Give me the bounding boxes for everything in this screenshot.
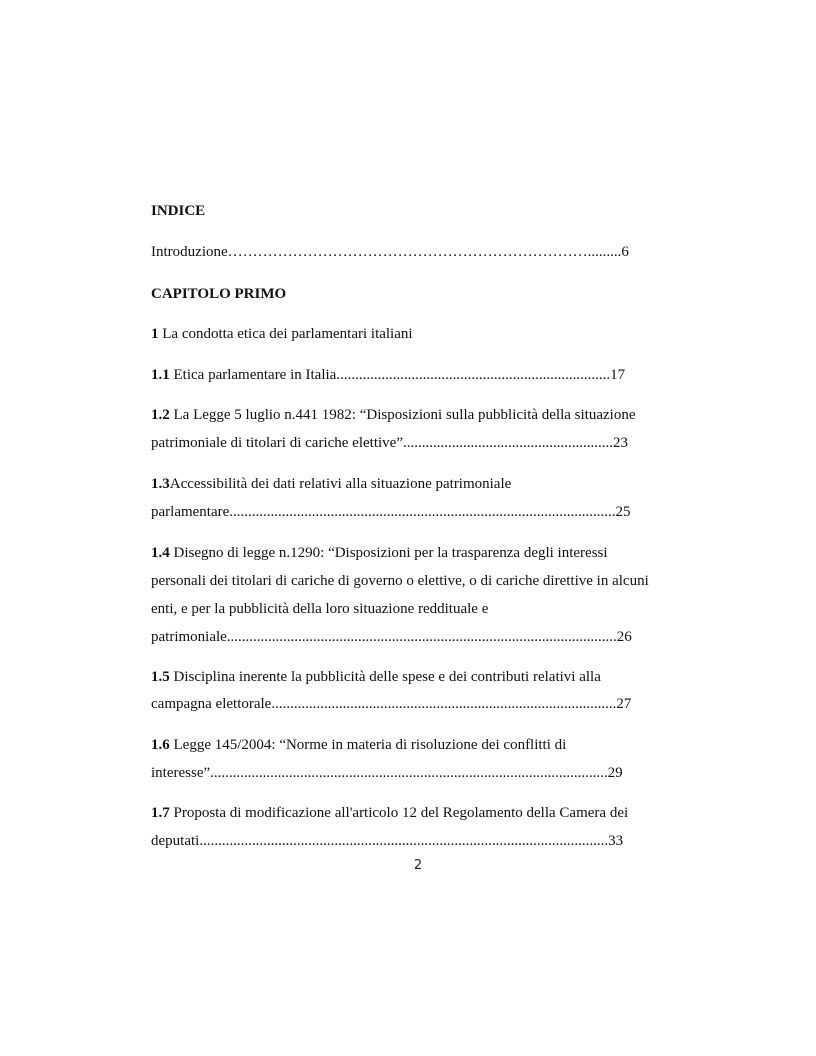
toc-entry-1-4 (151, 546, 608, 561)
toc-entry-1 (151, 327, 413, 342)
toc-entry-text: La Legge 5 luglio n.441 1982: “Disposizioni sulla pubblicità della situazione (173, 407, 636, 423)
toc-entry-1-4-line-2: personali dei titolari di cariche di governo o elettive, o di cariche direttive in alcuni (151, 573, 649, 589)
toc-entry-text: Disegno di legge n.1290: “Disposizioni per la trasparenza degli interessi (173, 545, 608, 561)
toc-introduction: Introduzione……………………………………………………………….........6 (151, 244, 629, 260)
toc-entry-1-2-line-2: patrimoniale di titolari di cariche elettive”........................................................23 (151, 435, 628, 451)
toc-entry-text: Accessibilità dei dati relativi alla situazione patrimoniale (169, 476, 512, 492)
toc-entry-1-3-line-2: parlamentare.......................................................................................................25 (151, 504, 631, 520)
toc-entry-number: 1.4 (151, 545, 170, 561)
toc-entry-1-1 (151, 368, 625, 383)
toc-entry-1-3 (151, 477, 511, 492)
toc-entry-1-2 (151, 408, 636, 423)
toc-entry-1-5-line-2: campagna elettorale............................................................................................27 (151, 696, 632, 712)
toc-entry-text: Legge 145/2004: “Norme in materia di risoluzione dei conflitti di (173, 737, 567, 753)
index-title: INDICE (151, 203, 206, 219)
toc-entry-number: 1.6 (151, 737, 170, 753)
toc-entry-1-4-line-3: enti, e per la pubblicità della loro situazione reddituale e (151, 601, 489, 617)
toc-entry-number: 1.5 (151, 669, 170, 685)
toc-entry-1-5 (151, 670, 601, 685)
toc-entry-1-6 (151, 738, 566, 753)
toc-entry-number: 1.3 (151, 476, 170, 492)
toc-entry-text: Etica parlamentare in Italia.........................................................................17 (173, 367, 626, 383)
toc-entry-1-4-line-4: patrimoniale........................................................................................................26 (151, 629, 632, 645)
page-number: 2 (413, 858, 423, 873)
toc-entry-number: 1.7 (151, 805, 170, 821)
toc-entry-number: 1.1 (151, 367, 170, 383)
toc-entry-number: 1 (151, 326, 159, 342)
toc-entry-text: La condotta etica dei parlamentari italiani (162, 326, 413, 342)
toc-entry-text: Proposta di modificazione all'articolo 12 del Regolamento della Camera dei (173, 805, 629, 821)
chapter-heading: CAPITOLO PRIMO (151, 286, 287, 302)
toc-entry-number: 1.2 (151, 407, 170, 423)
toc-entry-text: Disciplina inerente la pubblicità delle spese e dei contributi relativi alla (173, 669, 601, 685)
toc-entry-1-7-line-2: deputati.............................................................................................................33 (151, 833, 624, 849)
toc-entry-1-6-line-2: interesse”..........................................................................................................29 (151, 765, 623, 781)
toc-entry-1-7 (151, 806, 628, 821)
